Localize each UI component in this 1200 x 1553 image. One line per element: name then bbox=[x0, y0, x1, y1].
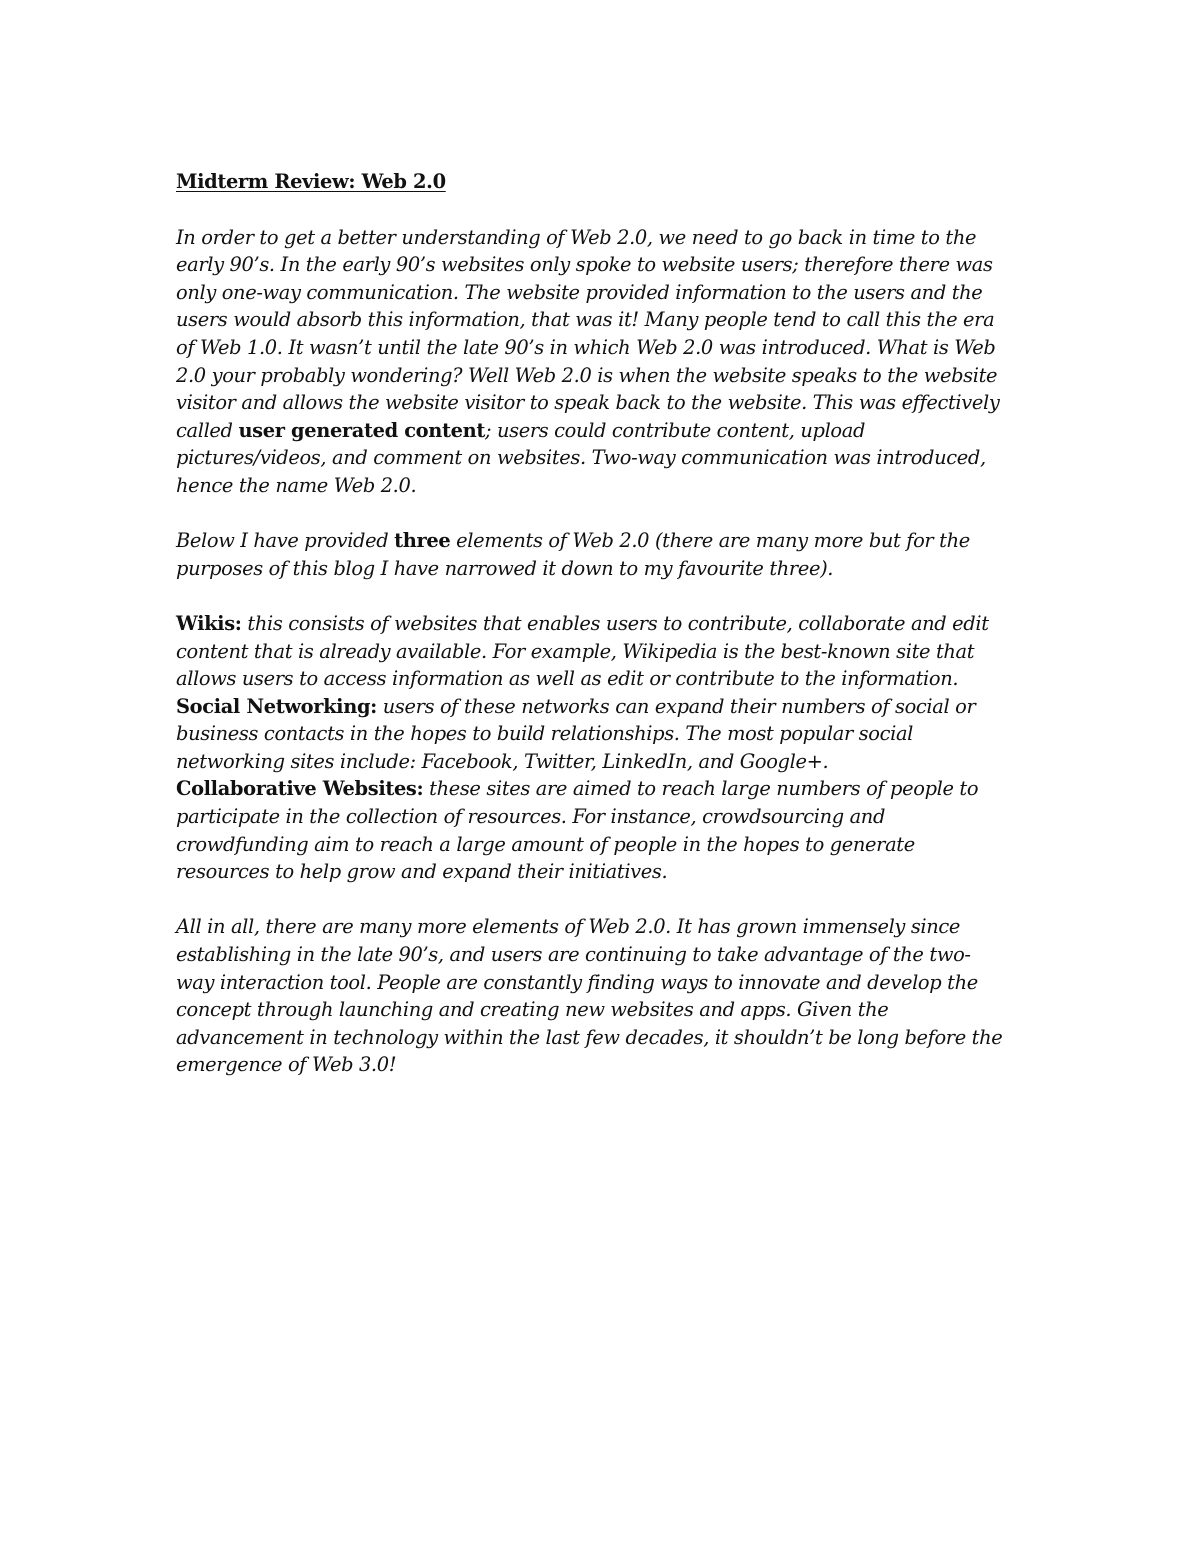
conclusion-line: way interaction tool. People are constantly finding ways to innovate and develop the bbox=[176, 970, 978, 994]
intro-line bbox=[176, 417, 1026, 445]
collab-line: participate in the collection of resources. For instance, crowdsourcing and bbox=[176, 805, 886, 829]
intro-line: 2.0 your probably wondering? Well Web 2.0 is when the website speaks to the website bbox=[176, 363, 998, 387]
social-line: networking sites include: Facebook, Twitter, LinkedIn, and Google+. bbox=[176, 749, 829, 773]
collab-line bbox=[176, 775, 1026, 803]
spacer bbox=[176, 196, 1026, 224]
social-text: users of these networks can expand their numbers of social or bbox=[376, 694, 976, 718]
social-line bbox=[176, 693, 1026, 721]
elements-intro-line bbox=[176, 527, 1026, 555]
document-title: Midterm Review: Web 2.0 bbox=[176, 170, 446, 193]
intro-text: ; users could contribute content, upload bbox=[484, 418, 866, 442]
intro-line: of Web 1.0. It wasn’t until the late 90’s in which Web 2.0 was introduced. What is Web bbox=[176, 335, 996, 359]
conclusion-paragraph bbox=[176, 913, 1026, 1079]
wikis-line: allows users to access information as well as edit or contribute to the information. bbox=[176, 667, 959, 691]
conclusion-line: concept through launching and creating new websites and apps. Given the bbox=[176, 998, 889, 1022]
elements-intro-paragraph bbox=[176, 527, 1026, 582]
collab-text: these sites are aimed to reach large numbers of people to bbox=[423, 777, 979, 801]
conclusion-line: establishing in the late 90’s, and users are continuing to take advantage of the two- bbox=[176, 943, 971, 967]
conclusion-line: advancement in technology within the last few decades, it shouldn’t be long before the bbox=[176, 1025, 1003, 1049]
intro-line: In order to get a better understanding of Web 2.0, we need to go back in time to the bbox=[176, 225, 977, 249]
intro-line: visitor and allows the website visitor to speak back to the website. This was effectively bbox=[176, 391, 1000, 415]
intro-line: early 90’s. In the early 90’s websites only spoke to website users; therefore there was bbox=[176, 253, 993, 277]
intro-paragraph bbox=[176, 224, 1026, 500]
user-generated-content-term: user generated content bbox=[238, 418, 485, 442]
collaborative-websites-label: Collaborative Websites: bbox=[176, 777, 424, 801]
elements-intro-text: elements of Web 2.0 (there are many more but for the bbox=[450, 529, 970, 553]
elements-list bbox=[176, 610, 1026, 886]
conclusion-line: emergence of Web 3.0! bbox=[176, 1053, 397, 1077]
spacer bbox=[176, 500, 1026, 528]
spacer bbox=[176, 886, 1026, 914]
intro-line: hence the name Web 2.0. bbox=[176, 473, 417, 497]
intro-text: called bbox=[176, 418, 239, 442]
wikis-label: Wikis: bbox=[176, 611, 242, 635]
social-networking-label: Social Networking: bbox=[176, 694, 377, 718]
spacer bbox=[176, 582, 1026, 610]
collab-line: resources to help grow and expand their initiatives. bbox=[176, 860, 668, 884]
wikis-line: content that is already available. For example, Wikipedia is the best-known site that bbox=[176, 639, 975, 663]
three-emphasis: three bbox=[394, 529, 451, 553]
conclusion-line: All in all, there are many more elements of Web 2.0. It has grown immensely since bbox=[176, 915, 961, 939]
elements-intro-line: purposes of this blog I have narrowed it down to my favourite three). bbox=[176, 556, 834, 580]
intro-line: users would absorb this information, that was it! Many people tend to call this the era bbox=[176, 308, 995, 332]
social-line: business contacts in the hopes to build relationships. The most popular social bbox=[176, 722, 914, 746]
document-body bbox=[176, 168, 1026, 1079]
intro-line: pictures/videos, and comment on websites. Two-way communication was introduced, bbox=[176, 446, 986, 470]
wikis-line bbox=[176, 610, 1026, 638]
intro-line: only one-way communication. The website provided information to the users and the bbox=[176, 280, 983, 304]
elements-intro-text: Below I have provided bbox=[176, 529, 395, 553]
collab-line: crowdfunding aim to reach a large amount of people in the hopes to generate bbox=[176, 832, 915, 856]
wikis-text: this consists of websites that enables users to contribute, collaborate and edit bbox=[241, 611, 989, 635]
